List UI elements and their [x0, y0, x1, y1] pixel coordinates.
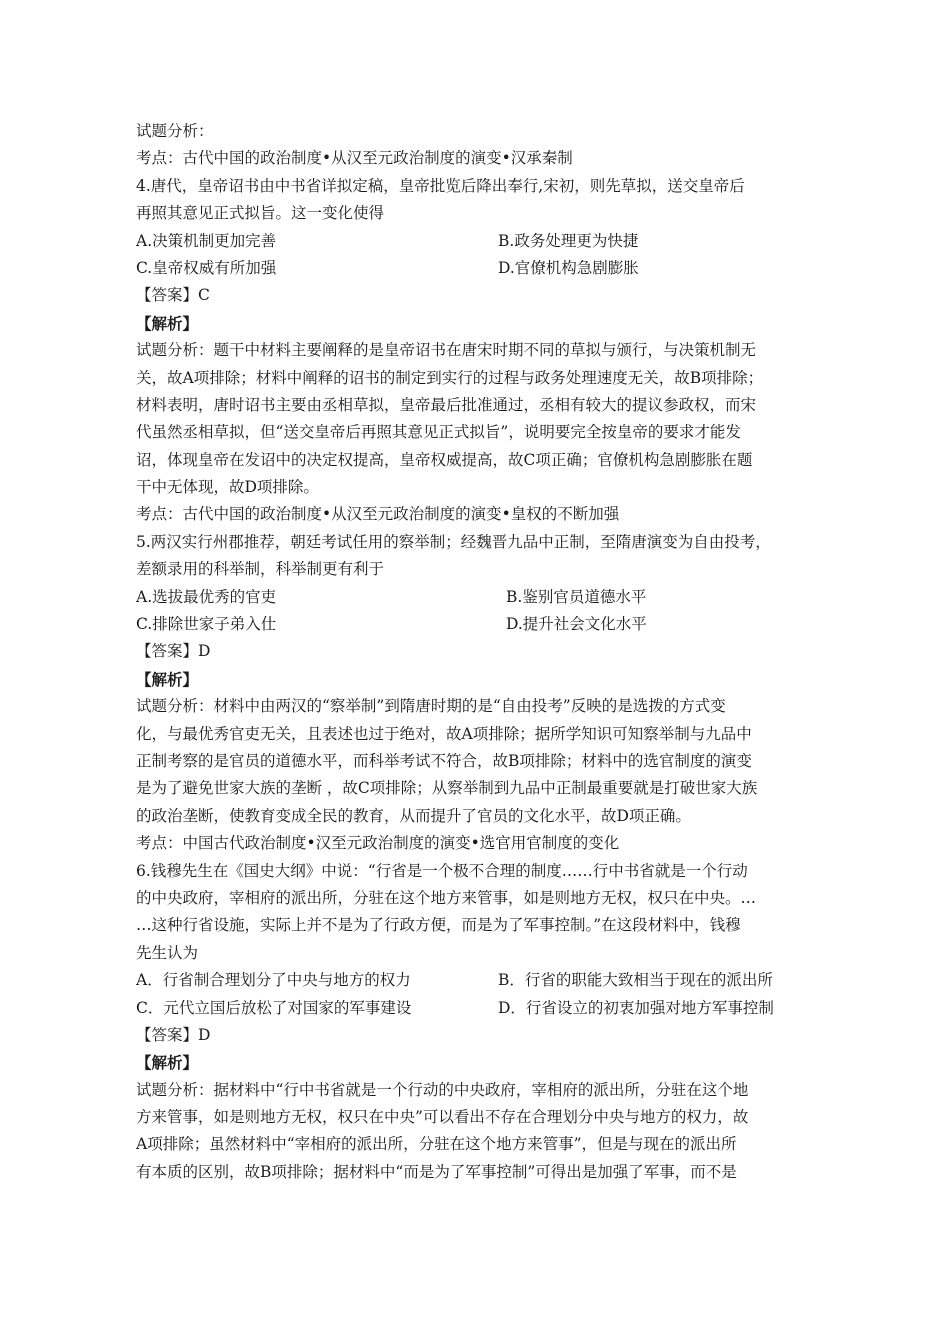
analysis-text: 试题分析：材料中由两汉的“察举制”到隋唐时期的是“自由投考”反映的是选拨的方式变 [136, 697, 726, 716]
option-row [136, 228, 816, 255]
analysis-text: 化，与最优秀官吏无关，且表述也过于绝对，故A项排除；据所学知识可知察举制与九品中 [136, 724, 752, 743]
analysis-label: 【解析】 [136, 669, 199, 689]
option-b: B．行省的职能大致相当于现在的派出所 [498, 971, 773, 990]
option-d: D.官僚机构急剧膨胀 [498, 258, 639, 277]
analysis-text: 是为了避免世家大族的垄断 ，故C项排除；从察举制到九品中正制最重要就是打破世家大族 [136, 779, 758, 798]
option-b: B.政务处理更为快捷 [498, 231, 639, 250]
option-a: A．行省制合理划分了中央与地方的权力 [136, 971, 411, 990]
option-row [136, 584, 816, 611]
option-c: C.皇帝权威有所加强 [136, 258, 277, 277]
analysis-text: 诏，体现皇帝在发诏中的决定权提高，皇帝权威提高，故C项正确；官僚机构急剧膨胀在题 [136, 450, 753, 469]
analysis-text: 有本质的区别，故B项排除；据材料中“而是为了军事控制”可得出是加强了军事，而不是 [136, 1162, 737, 1181]
exam-point: 考点：中国古代政治制度•汉至元政治制度的演变•选官用官制度的变化 [136, 834, 620, 853]
analysis-label: 【解析】 [136, 1053, 199, 1073]
analysis-text: 试题分析：题干中材料主要阐释的是皇帝诏书在唐宋时期不同的草拟与颁行，与决策机制无 [136, 341, 757, 360]
answer: 【答案】D [136, 642, 211, 661]
analysis-text: 材料表明，唐时诏书主要由丞相草拟，皇帝最后批准通过，丞相有较大的提议参政权，而宋 [136, 395, 757, 414]
exam-point: 考点：古代中国的政治制度•从汉至元政治制度的演变•汉承秦制 [136, 149, 573, 168]
option-row [136, 255, 816, 282]
document-page [136, 118, 816, 1186]
question-4 [136, 173, 816, 529]
question-text: 4.唐代，皇帝诏书由中书省详拟定稿，皇帝批览后降出奉行,宋初，则先草拟，送交皇帝后 [136, 176, 745, 195]
analysis-text: 的政治垄断，使教育变成全民的教育，从而提升了官员的文化水平，故D项正确。 [136, 806, 691, 825]
option-c: C.排除世家子弟入仕 [136, 615, 277, 634]
option-row [136, 611, 816, 638]
analysis-text: 代虽然丞相草拟，但“送交皇帝后再照其意见正式拟旨”，说明要完全按皇帝的要求才能发 [136, 423, 741, 442]
question-text: 5.两汉实行州郡推荐，朝廷考试任用的察举制；经魏晋九品中正制，至隋唐演变为自由投考， [136, 532, 771, 551]
option-row [136, 967, 816, 994]
analysis-text: 干中无体现，故D项排除。 [136, 478, 319, 497]
exam-point: 考点：古代中国的政治制度•从汉至元政治制度的演变•皇权的不断加强 [136, 505, 620, 524]
question-text: 差额录用的科举制，科举制更有利于 [136, 560, 385, 579]
analysis-text: 方来管事，如是则地方无权，权只在中央”可以看出不存在合理划分中央与地方的权力，故 [136, 1108, 749, 1127]
option-d: D.提升社会文化水平 [506, 615, 647, 634]
analysis-text: A项排除；虽然材料中“宰相府的派出所，分驻在这个地方来管事”，但是与现在的派出所 [136, 1135, 737, 1154]
question-text: 再照其意见正式拟旨。这一变化使得 [136, 204, 385, 223]
option-d: D．行省设立的初衷加强对地方军事控制 [498, 998, 774, 1017]
question-text: …这种行省设施，实际上并不是为了行政方便，而是为了军事控制。”在这段材料中，钱穆 [136, 916, 741, 935]
question-text: 先生认为 [136, 943, 199, 962]
analysis-text: 试题分析：据材料中“行中书省就是一个行动的中央政府，宰相府的派出所，分驻在这个地 [136, 1080, 749, 1099]
question-6 [136, 858, 816, 1187]
option-row [136, 995, 816, 1022]
option-a: A.选拔最优秀的官吏 [136, 587, 277, 606]
analysis-heading: 试题分析： [136, 122, 214, 140]
analysis-text: 关，故A项排除；材料中阐释的诏书的制定到实行的过程与政务处理速度无关，故B项排除； [136, 368, 764, 387]
option-b: B.鉴别官员道德水平 [506, 587, 647, 606]
option-a: A.决策机制更加完善 [136, 231, 277, 250]
analysis-text: 正制考察的是官员的道德水平，而科举考试不符合，故B项排除；材料中的选官制度的演变 [136, 751, 752, 770]
question-5 [136, 529, 816, 858]
answer: 【答案】C [136, 286, 210, 305]
question-text: 6.钱穆先生在《国史大纲》中说：“行省是一个极不合理的制度……行中书省就是一个行动 [136, 861, 748, 880]
option-c: C．元代立国后放松了对国家的军事建设 [136, 998, 412, 1017]
question-text: 的中央政府，宰相府的派出所，分驻在这个地方来管事，如是则地方无权，权只在中央。… [136, 888, 757, 907]
analysis-label: 【解析】 [136, 313, 199, 333]
answer: 【答案】D [136, 1025, 211, 1044]
